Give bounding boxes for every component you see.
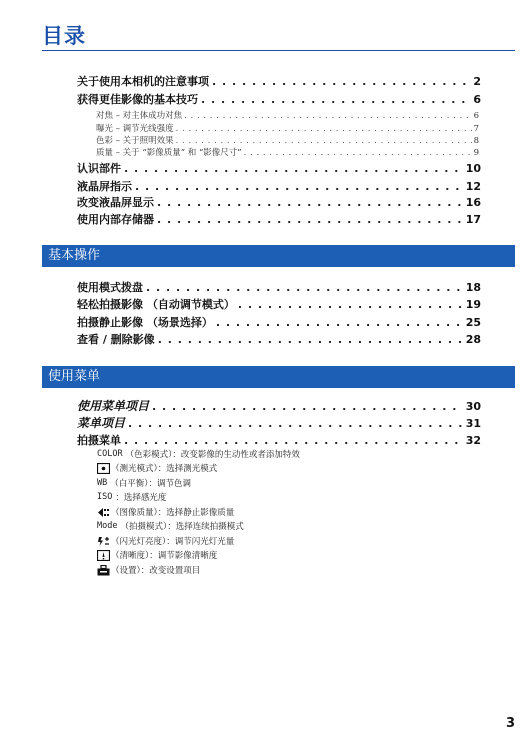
menu-item-text: （图像质量）：选择静止影像质量 [111,508,235,518]
toc-sub-entry[interactable] [96,122,479,134]
toc-entry[interactable] [77,91,481,107]
toc-entry[interactable] [77,160,481,176]
dot-leader [124,434,463,447]
toc-sub-entry-page: 9 [473,148,479,158]
toc-sub-entry-page: 8 [473,136,479,146]
dot-leader [184,111,471,121]
menu-item-sharpness[interactable] [97,548,217,562]
toc-sub-entry-label: 曝光 – 调节光线强度 [96,124,174,134]
menu-item-mode[interactable] [97,519,244,533]
toc-entry[interactable] [77,432,481,448]
dot-leader [124,162,463,175]
dot-leader [216,316,463,329]
dot-leader [176,136,472,146]
toc-entry-label: 查看 / 删除影像 [77,333,155,346]
menu-item-code: Mode [97,521,118,531]
menu-item-text: （设置）：改变设置项目 [111,566,201,576]
dot-leader [212,75,470,88]
toc-entry-page: 32 [465,434,481,447]
sharpness-icon [97,550,110,561]
toc-entry-page: 17 [465,213,481,226]
menu-item-image-quality[interactable] [97,505,234,519]
toc-entry-page: 28 [465,333,481,346]
toc-entry-label: 改变液晶屏显示 [77,196,154,209]
title-divider [42,50,515,51]
menu-item-setup[interactable] [97,563,200,577]
section-header-menu: 使用菜单 [42,366,515,388]
menu-item-text: （白平衡）：调节色调 [110,479,192,489]
dot-leader [238,298,463,311]
metering-icon [97,463,110,474]
toc-entry-page: 2 [473,75,481,88]
toc-entry[interactable] [77,211,481,227]
dot-leader [244,148,472,158]
dot-leader [176,124,472,134]
toc-sub-entry[interactable] [96,109,479,121]
setup-icon [97,565,110,576]
menu-item-text: （闪光灯亮度）：调节闪光灯光量 [111,537,235,547]
toc-sub-entry[interactable] [96,134,479,146]
toc-entry-label: 使用菜单项目 [77,399,150,413]
toc-sub-entry[interactable] [96,146,479,158]
menu-item-wb[interactable] [97,476,191,490]
toc-entry-label: 认识部件 [77,162,121,175]
toc-entry-label: 使用模式拨盘 [77,281,143,294]
toc-entry[interactable] [77,194,481,210]
menu-item-text: （测光模式）：选择测光模式 [111,464,218,474]
toc-sub-entry-page: 6 [473,111,479,121]
toc-entry-page: 19 [465,298,481,311]
menu-item-flash-level[interactable] [97,534,234,548]
section-header-basic: 基本操作 [42,245,515,267]
dot-leader [152,400,463,413]
toc-entry-page: 12 [465,180,481,193]
toc-entry[interactable] [77,279,481,295]
toc-entry-page: 18 [465,281,481,294]
toc-entry[interactable] [77,73,481,89]
menu-item-iso[interactable] [97,490,166,504]
dot-leader [157,213,463,226]
toc-entry[interactable] [77,331,481,347]
image-quality-icon [97,507,110,518]
toc-entry-page: 31 [465,417,481,430]
toc-sub-entry-label: 色彩 – 关于照明效果 [96,136,174,146]
toc-entry-label: 拍摄菜单 [77,434,121,447]
toc-entry-label: 液晶屏指示 [77,180,132,193]
menu-item-text: ：选择感光度 [115,493,167,503]
menu-item-code: ISO [97,492,113,502]
dot-leader [201,93,470,106]
dot-leader [157,196,463,209]
toc-sub-entry-label: 质量 – 关于 “影像质量” 和 “影像尺寸” [96,148,242,158]
toc-entry[interactable] [77,296,481,312]
menu-item-metering[interactable] [97,461,217,475]
toc-entry-label: 获得更佳影像的基本技巧 [77,93,198,106]
menu-item-code: WB [97,478,108,488]
menu-item-text: （拍摄模式）：选择连续拍摄模式 [120,522,244,532]
toc-entry-page: 25 [465,316,481,329]
menu-item-code: COLOR [97,449,123,459]
toc-entry-label: 使用内部存储器 [77,213,154,226]
toc-entry-label: 菜单项目 [77,416,126,430]
toc-sub-entry-label: 对焦 – 对主体成功对焦 [96,111,183,121]
toc-entry[interactable] [77,178,481,194]
toc-entry[interactable] [77,314,481,330]
dot-leader [158,333,463,346]
dot-leader [146,281,463,294]
toc-entry-page: 10 [465,162,481,175]
dot-leader [135,180,463,193]
toc-entry-page: 16 [465,196,481,209]
toc-entry-page: 6 [473,93,481,106]
toc-entry[interactable] [77,397,481,413]
menu-item-text: （色彩模式）：改变影像的生动性或者添加特效 [125,450,300,460]
menu-item-text: （清晰度）：调节影像清晰度 [111,551,218,561]
menu-item-color[interactable] [97,447,300,461]
toc-entry[interactable] [77,414,481,430]
toc-entry-label: 关于使用本相机的注意事项 [77,75,209,88]
page-number: 3 [505,716,515,731]
toc-sub-entry-page: 7 [473,124,479,134]
toc-entry-label: 轻松拍摄影像 （自动调节模式） [77,298,235,311]
toc-entry-label: 拍摄静止影像 （场景选择） [77,316,213,329]
toc-entry-page: 30 [465,400,481,413]
dot-leader [128,417,463,430]
flash-level-icon [97,536,110,547]
page-title: 目录 [42,24,86,48]
